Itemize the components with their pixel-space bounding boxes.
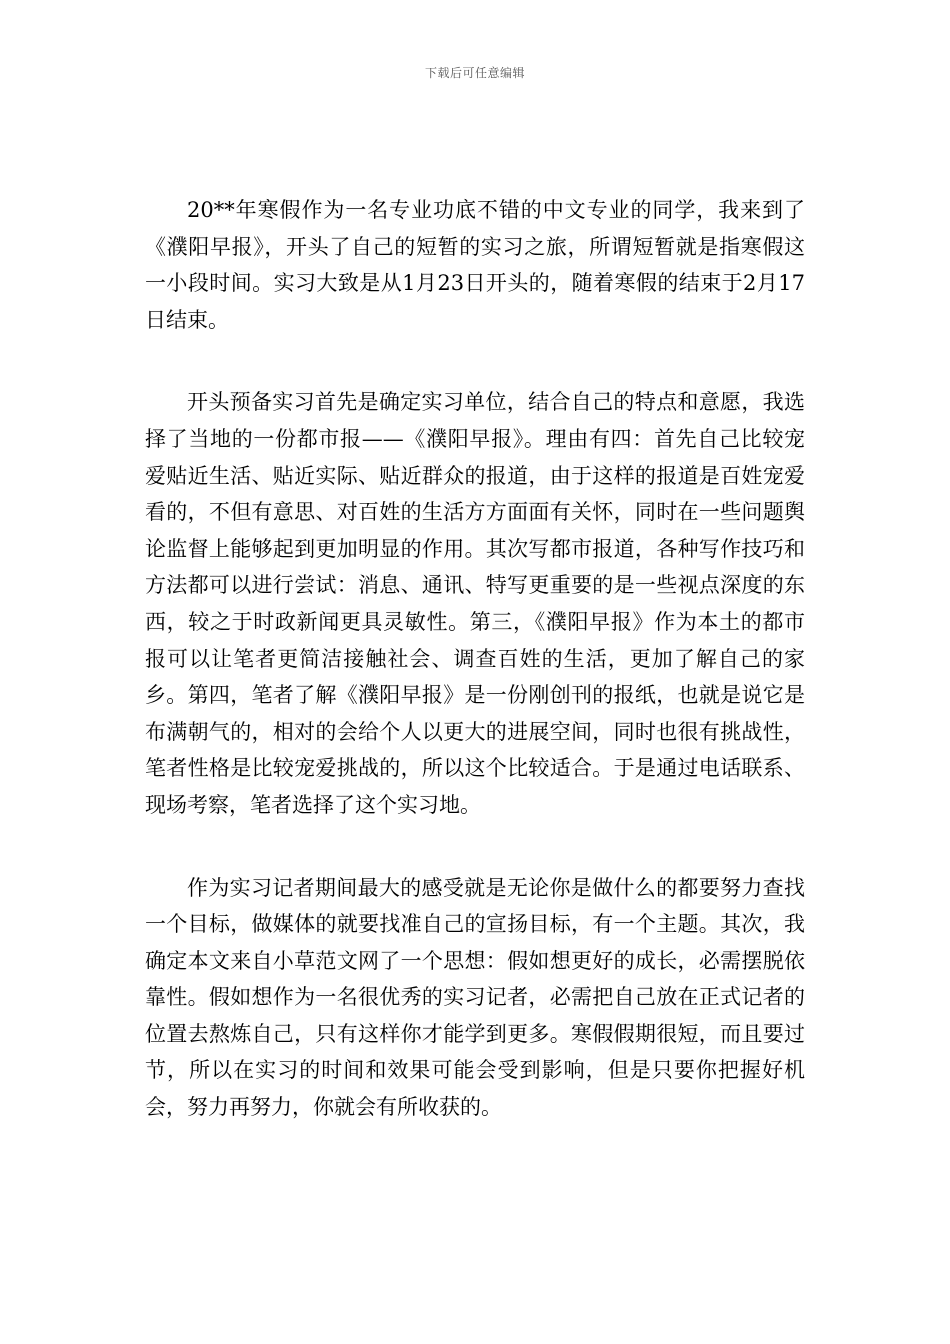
paragraph-3: 作为实习记者期间最大的感受就是无论你是做什么的都要努力查找一个目标，做媒体的就要找准自己的宣扬目标，有一个主题。其次，我确定本文来自小草范文网了一个思想：假如想更好的成长，必需摆脱依靠性。假如想作为一名很优秀的实习记者，必需把自己放在正式记者的位置去熬炼自己，只有这样你才能学到更多。寒假假期很短，而且要过节，所以在实习的时间和效果可能会受到影响，但是只要你把握好机会，努力再努力，你就会有所收获的。 bbox=[145, 875, 805, 1120]
paragraph-1: 20**年寒假作为一名专业功底不错的中文专业的同学，我来到了《濮阳早报》，开头了自己的短暂的实习之旅，所谓短暂就是指寒假这一小段时间。实习大致是从1月23日开头的，随着寒假的结束于2月17日结束。 bbox=[145, 198, 805, 332]
page-header: 下载后可任意编辑 bbox=[424, 66, 525, 80]
paragraph-2: 开头预备实习首先是确定实习单位，结合自己的特点和意愿，我选择了当地的一份都市报——《濮阳早报》。理由有四：首先自己比较宠爱贴近生活、贴近实际、贴近群众的报道，由于这样的报道是百姓宠爱看的，不但有意思、对百姓的生活方方面面有关怀，同时在一些问题舆论监督上能够起到更加明显的作用。其次写都市报道，各种写作技巧和方法都可以进行尝试：消息、通讯、特写更重要的是一些视点深度的东西，较之于时政新闻更具灵敏性。第三，《濮阳早报》作为本土的都市报可以让笔者更简洁接触社会、调查百姓的生活，更加了解自己的家乡。第四，笔者了解《濮阳早报》是一份刚创刊的报纸，也就是说它是布满朝气的，相对的会给个人以更大的进展空间，同时也很有挑战性，笔者性格是比较宠爱挑战的，所以这个比较适合。于是通过电话联系、现场考察，笔者选择了这个实习地。 bbox=[145, 390, 805, 817]
document-body bbox=[145, 192, 805, 1162]
